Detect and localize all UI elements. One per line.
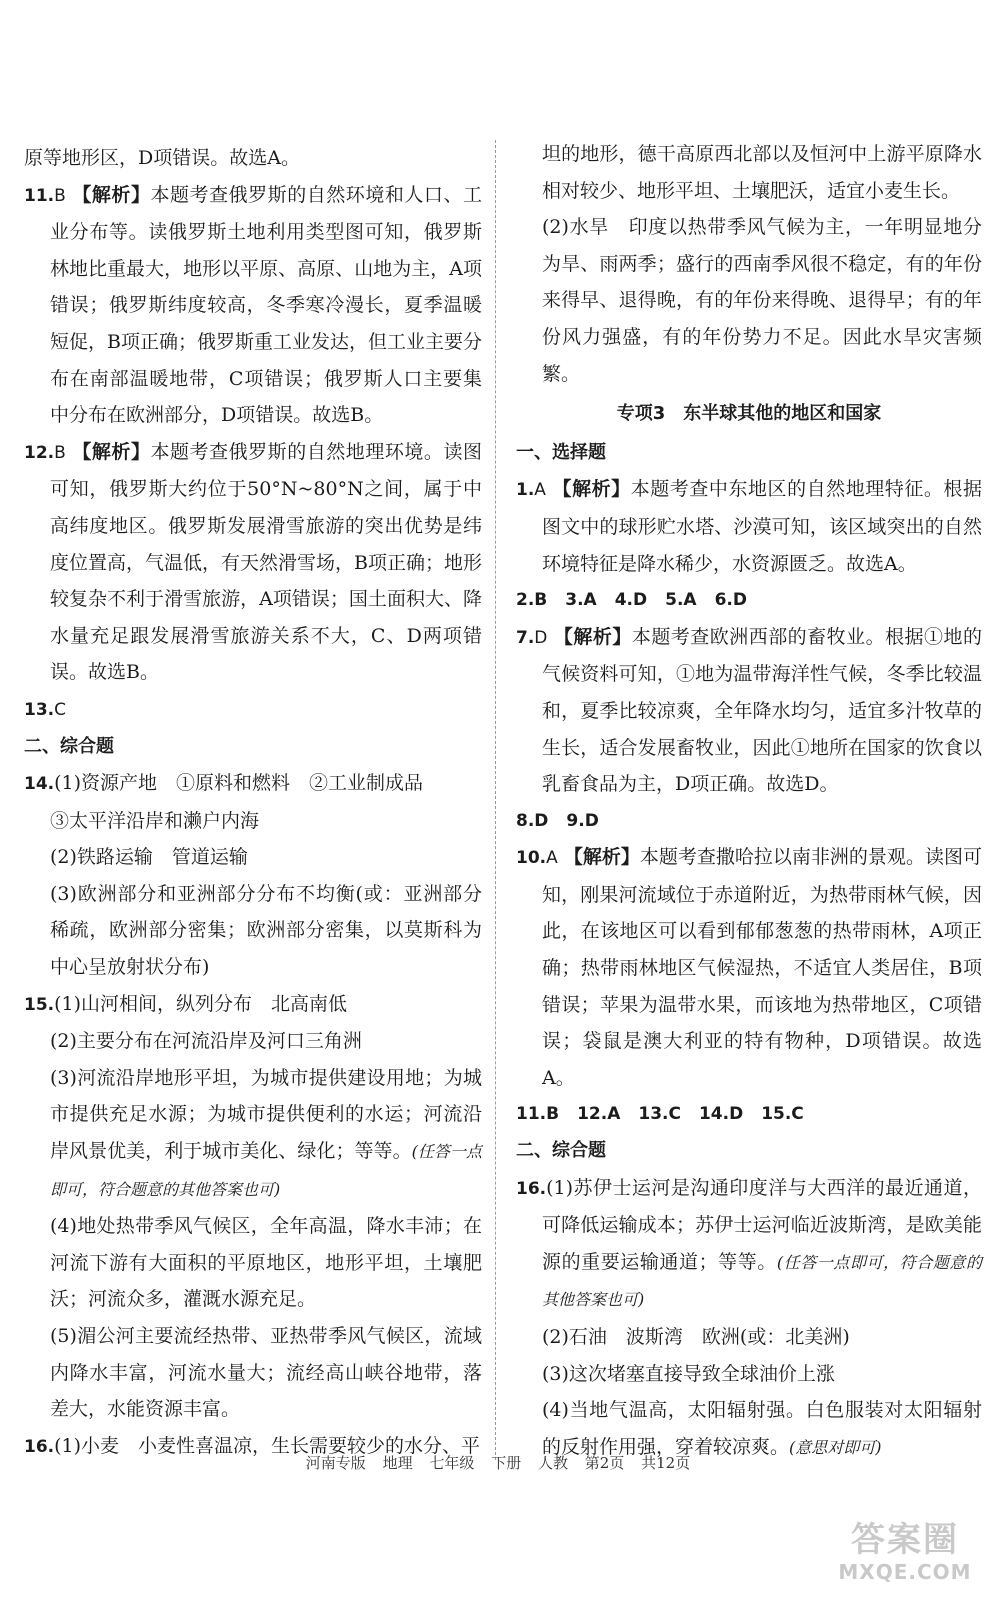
footer-volume: 下册 bbox=[491, 1454, 522, 1472]
answer-short: 15.C bbox=[761, 1104, 804, 1125]
item-number: 10. bbox=[516, 848, 547, 869]
answer-item-13 bbox=[24, 691, 482, 729]
answer-line: (2)石油 波斯湾 欧洲(或：北美洲) bbox=[542, 1326, 850, 1348]
answer-short: 11.B bbox=[516, 1104, 560, 1125]
analysis-tag: 【解析】 bbox=[552, 478, 631, 501]
answer-line bbox=[24, 1060, 482, 1208]
page-footer bbox=[0, 1452, 996, 1473]
answer-line: (1)资源产地 ①原料和燃料 ②工业制成品 bbox=[54, 772, 424, 795]
answer-text: (1)苏伊士运河是沟通印度洋与大西洋的最近通道，可降低运输成本；苏伊士运河临近波斯湾，是欧美能源的重要运输通道；等等。 bbox=[542, 1176, 982, 1273]
item-answer: B bbox=[54, 185, 66, 206]
answer-text: (4)当地气温高，太阳辐射强。白色服装对太阳辐射的反射作用强，穿着较凉爽。 bbox=[542, 1399, 982, 1458]
answer-short: 12.A bbox=[577, 1104, 621, 1125]
answer-item-11 bbox=[24, 177, 482, 434]
site-watermark bbox=[830, 1520, 980, 1590]
answer-line: (2)铁路运输 管道运输 bbox=[50, 846, 248, 869]
analysis-text: 本题考查俄罗斯的自然环境和人口、工业分布等。读俄罗斯土地利用类型图可知，俄罗斯林地比重最大，地形以平原、高原、山地为主，A项错误；俄罗斯纬度较高，冬季寒冷漫长，夏季温暖短促，B项正确；俄罗斯重工业发达，但工业主要分布在南部温暖地带，C项错误；俄罗斯人口主要集中分布在欧洲部分，D项错误。故选B。 bbox=[50, 183, 482, 427]
answer-short: 9.D bbox=[566, 810, 599, 831]
answer-item-12 bbox=[24, 434, 482, 691]
item-answer: C bbox=[54, 699, 66, 720]
left-column bbox=[24, 140, 482, 1465]
item-answer: A bbox=[546, 848, 558, 869]
answer-item-7 bbox=[516, 619, 982, 803]
footer-total-pages: 共12页 bbox=[641, 1454, 691, 1472]
answer-short: 4.D bbox=[614, 590, 648, 611]
answer-short: 5.A bbox=[665, 590, 697, 611]
item-number: 16. bbox=[24, 1436, 55, 1457]
continued-text: 坦的地形，德干高原西北部以及恒河中上游平原降水相对较少、地形平坦、土壤肥沃，适宜小麦生长。 bbox=[542, 143, 982, 202]
answer-line: (3)这次堵塞直接导致全球油价上涨 bbox=[542, 1362, 835, 1385]
item-answer: B bbox=[54, 442, 66, 463]
item-number: 12. bbox=[24, 442, 55, 463]
answer-row-8-9 bbox=[516, 803, 982, 840]
answer-short: 14.D bbox=[698, 1104, 744, 1125]
footer-subject: 地理 bbox=[382, 1454, 413, 1472]
item-number: 15. bbox=[24, 994, 55, 1015]
item-answer: D bbox=[534, 627, 548, 648]
section-heading-choice: 一、选择题 bbox=[516, 441, 606, 463]
answer-note: (任答一点即可，符合题意的其他答案也可) bbox=[50, 1142, 482, 1199]
item-answer: A bbox=[534, 480, 546, 501]
answer-short: 8.D bbox=[516, 810, 549, 831]
section-heading-comprehensive: 二、综合题 bbox=[516, 1140, 606, 1162]
analysis-text: 本题考查撒哈拉以南非洲的景观。读图可知，刚果河流域位于赤道附近，为热带雨林气候，因此，在该地区可以看到郁郁葱葱的热带雨林，A项正确；热带雨林地区气候湿热，不适宜人类居住，B项错误；苹果为温带水果，而该地为热带地区，C项错误；袋鼠是澳大利亚的特有物种，D项错误。故选A。 bbox=[542, 846, 982, 1089]
analysis-text: 本题考查欧洲西部的畜牧业。根据①地的气候资料可知，①地为温带海洋性气候，冬季比较温和，夏季比较凉爽，全年降水均匀，适宜多汁牧草的生长，适合发展畜牧业，因此①地所在国家的饮食以乳畜食品为主，D项正确。故选D。 bbox=[542, 625, 982, 796]
answer-text: (3)河流沿岸地形平坦，为城市提供建设用地；为城市提供充足水源；为城市提供便利的水运；河流沿岸风景优美，利于城市美化、绿化；等等。 bbox=[50, 1066, 482, 1163]
watermark-url: MXQE.COM bbox=[838, 1560, 972, 1584]
watermark-logo-text: 答案圈 bbox=[851, 1520, 959, 1560]
analysis-tag: 【解析】 bbox=[72, 440, 151, 463]
answer-note: (意思对即可) bbox=[789, 1437, 882, 1457]
footer-publisher: 人教 bbox=[537, 1454, 568, 1472]
answer-line: ③太平洋沿岸和濑户内海 bbox=[50, 809, 260, 832]
answer-item-1 bbox=[516, 471, 982, 582]
analysis-text: 本题考查中东地区的自然地理特征。根据图文中的球形贮水塔、沙漠可知，该区域突出的自然环境特征是降水稀少，水资源匮乏。故选A。 bbox=[542, 478, 982, 575]
analysis-tag: 【解析】 bbox=[563, 846, 640, 869]
topic-heading: 专项3 东半球其他的地区和国家 bbox=[616, 403, 882, 425]
item-number: 11. bbox=[24, 185, 55, 206]
analysis-tag: 【解析】 bbox=[72, 183, 151, 206]
item-number: 13. bbox=[24, 699, 55, 720]
answer-line: (5)湄公河主要流经热带、亚热带季风气候区，流域内降水丰富，河流水量大；流经高山峡谷地带，落差大，水能资源丰富。 bbox=[50, 1325, 482, 1421]
column-divider bbox=[495, 140, 496, 1460]
answer-row-2-6 bbox=[516, 582, 982, 619]
answer-short: 13.C bbox=[638, 1104, 681, 1125]
answer-item-10 bbox=[516, 839, 982, 1096]
footer-grade: 七年级 bbox=[429, 1454, 475, 1472]
answer-note: (任答一点即可，符合题意的其他答案也可) bbox=[542, 1252, 982, 1310]
continued-text: 原等地形区，D项错误。故选A。 bbox=[24, 147, 300, 169]
answer-item-16 bbox=[516, 1170, 982, 1319]
footer-page: 第2页 bbox=[584, 1454, 625, 1472]
item-number: 1. bbox=[516, 480, 535, 501]
answer-short: 6.D bbox=[714, 590, 747, 611]
footer-edition: 河南专版 bbox=[305, 1454, 366, 1472]
answer-item-15 bbox=[24, 986, 482, 1024]
answer-line: (1)小麦 小麦性喜温凉，生长需要较少的水分、平 bbox=[54, 1434, 481, 1457]
answer-line: (2)主要分布在河流沿岸及河口三角洲 bbox=[50, 1030, 362, 1053]
answer-line: (4)地处热带季风气候区，全年高温，降水丰沛；在河流下游有大面积的平原地区，地形平坦，土壤肥沃；河流众多，灌溉水源充足。 bbox=[50, 1215, 482, 1311]
continued-text: (2)水旱 印度以热带季风气候为主，一年明显地分为旱、雨两季；盛行的西南季风很不稳定，有的年份来得早、退得晚，有的年份来得晚、退得早；有的年份风力强盛，有的年份势力不足。因此水旱灾害频繁。 bbox=[542, 216, 982, 385]
answer-short: 2.B bbox=[516, 590, 548, 611]
analysis-tag: 【解析】 bbox=[553, 625, 632, 648]
answer-item-14 bbox=[24, 765, 482, 803]
item-number: 16. bbox=[516, 1178, 547, 1199]
answer-line: (1)山河相间，纵列分布 北高南低 bbox=[54, 992, 348, 1015]
answer-line: (3)欧洲部分和亚洲部分分布不均衡(或：亚洲部分稀疏，欧洲部分密集；欧洲部分密集，以莫斯科为中心呈放射状分布) bbox=[50, 882, 482, 979]
section-heading-comprehensive: 二、综合题 bbox=[24, 735, 114, 757]
answer-short: 3.A bbox=[565, 590, 597, 611]
analysis-text: 本题考查俄罗斯的自然地理环境。读图可知，俄罗斯大约位于50°N~80°N之间，属于中高纬度地区。俄罗斯发展滑雪旅游的突出优势是纬度位置高，气温低，有天然滑雪场，B项正确；地形较复杂不利于滑雪旅游，A项错误；国土面积大、降水量充足跟发展滑雪旅游关系不大，C、D两项错误。故选B。 bbox=[50, 440, 482, 684]
answer-row-11-15 bbox=[516, 1096, 982, 1133]
item-number: 7. bbox=[516, 627, 535, 648]
right-column bbox=[516, 136, 982, 1466]
item-number: 14. bbox=[24, 774, 55, 795]
